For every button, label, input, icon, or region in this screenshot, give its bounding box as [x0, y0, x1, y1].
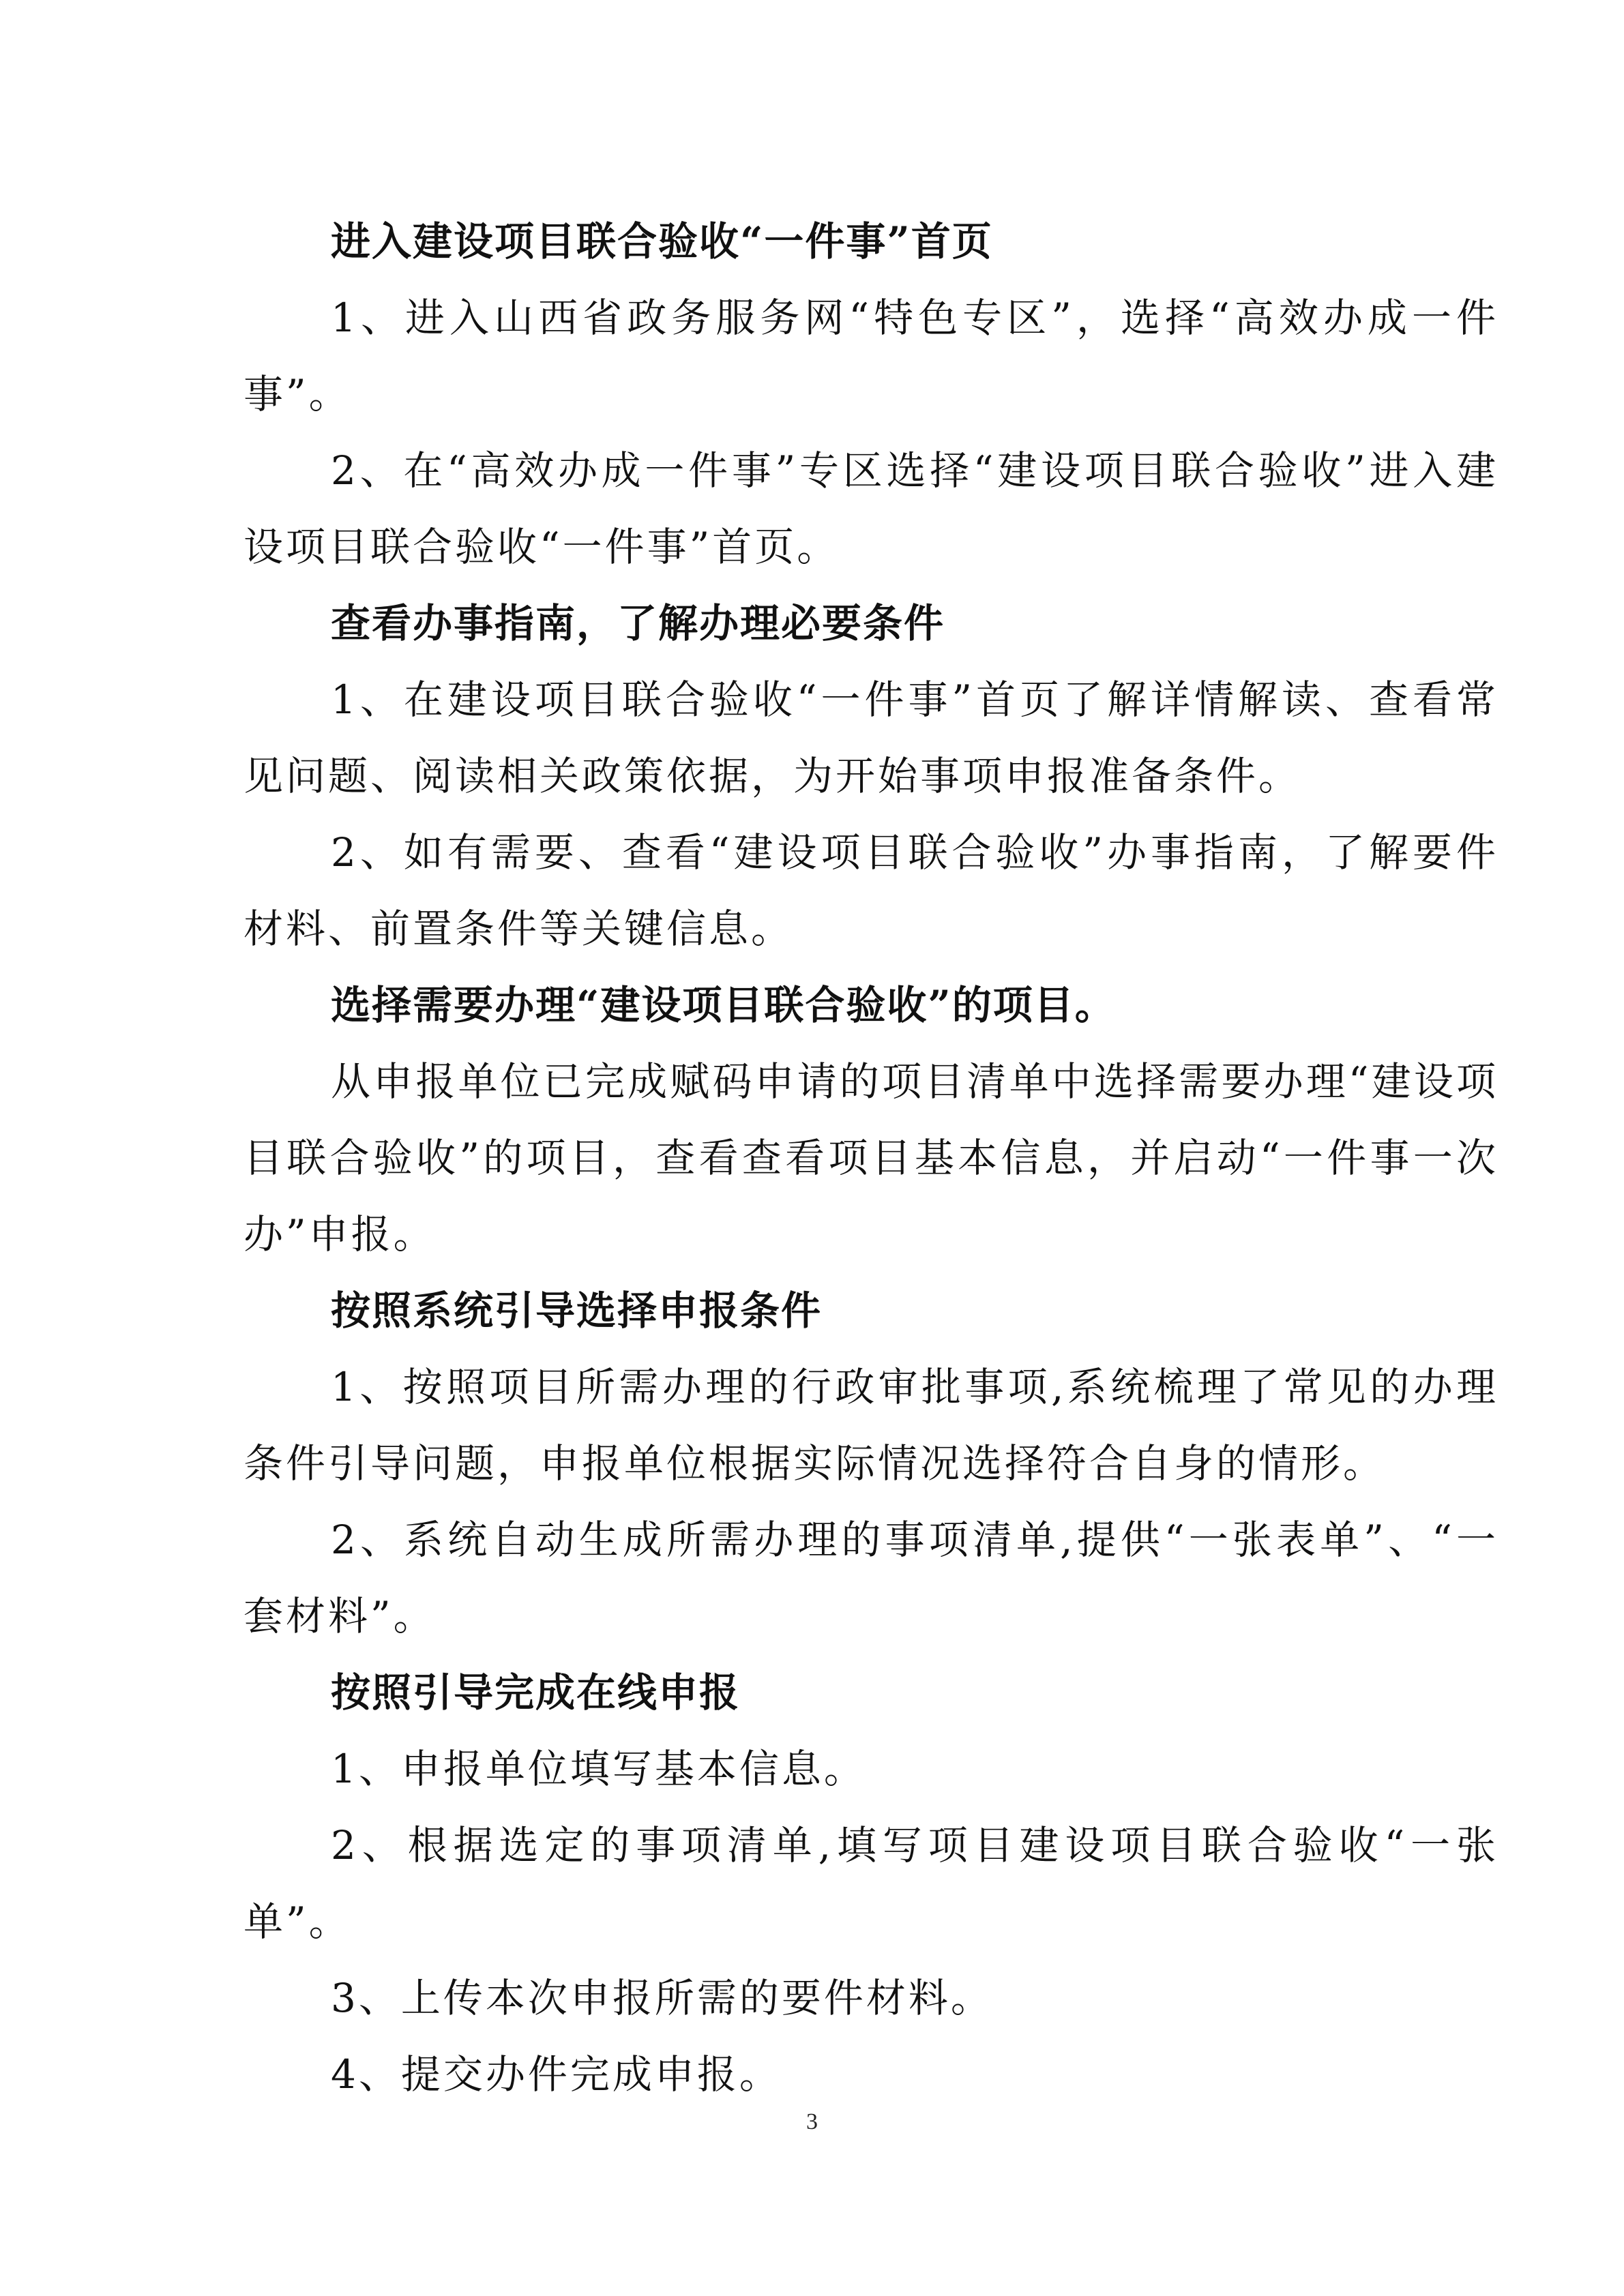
- paragraph: 从申报单位已完成赋码申请的项目清单中选择需要办理“建设项目联合验收”的项目，查看查看项目基本信息，并启动“一件事一次办”申报。: [243, 1058, 1498, 1257]
- paragraph: 2、在“高效办成一件事”专区选择“建设项目联合验收”进入建设项目联合验收“一件事”首页。: [243, 447, 1498, 570]
- paragraph: 1、按照项目所需办理的行政审批事项,系统梳理了常见的办理条件引导问题，申报单位根据实际情况选择符合自身的情形。: [243, 1364, 1498, 1487]
- section-heading: 按照引导完成在线申报: [331, 1669, 741, 1716]
- paragraph: 2、根据选定的事项清单,填写项目建设项目联合验收“一张单”。: [243, 1822, 1498, 1945]
- paragraph: 4、提交办件完成申报。: [331, 2051, 782, 2098]
- paragraph: 3、上传本次申报所需的要件材料。: [331, 1975, 993, 2021]
- section-heading: 按照系统引导选择申报条件: [331, 1287, 823, 1334]
- section-heading: 进入建设项目联合验收“一件事”首页: [331, 218, 993, 265]
- section-heading: 选择需要办理“建设项目联合验收”的项目。: [331, 982, 1116, 1028]
- paragraph: 2、如有需要、查看“建设项目联合验收”办事指南，了解要件材料、前置条件等关键信息。: [243, 829, 1498, 952]
- page-number: 3: [806, 2109, 818, 2134]
- section-heading: 查看办事指南，了解办理必要条件: [331, 600, 945, 646]
- paragraph: 1、进入山西省政务服务网“特色专区”，选择“高效办成一件事”。: [243, 295, 1498, 417]
- document-body: [243, 203, 1498, 2113]
- paragraph: 2、系统自动生成所需办理的事项清单,提供“一张表单”、“一套材料”。: [243, 1517, 1498, 1639]
- paragraph: 1、申报单位填写基本信息。: [331, 1746, 866, 1792]
- paragraph: 1、在建设项目联合验收“一件事”首页了解详情解读、查看常见问题、阅读相关政策依据，为开始事项申报准备条件。: [243, 676, 1498, 799]
